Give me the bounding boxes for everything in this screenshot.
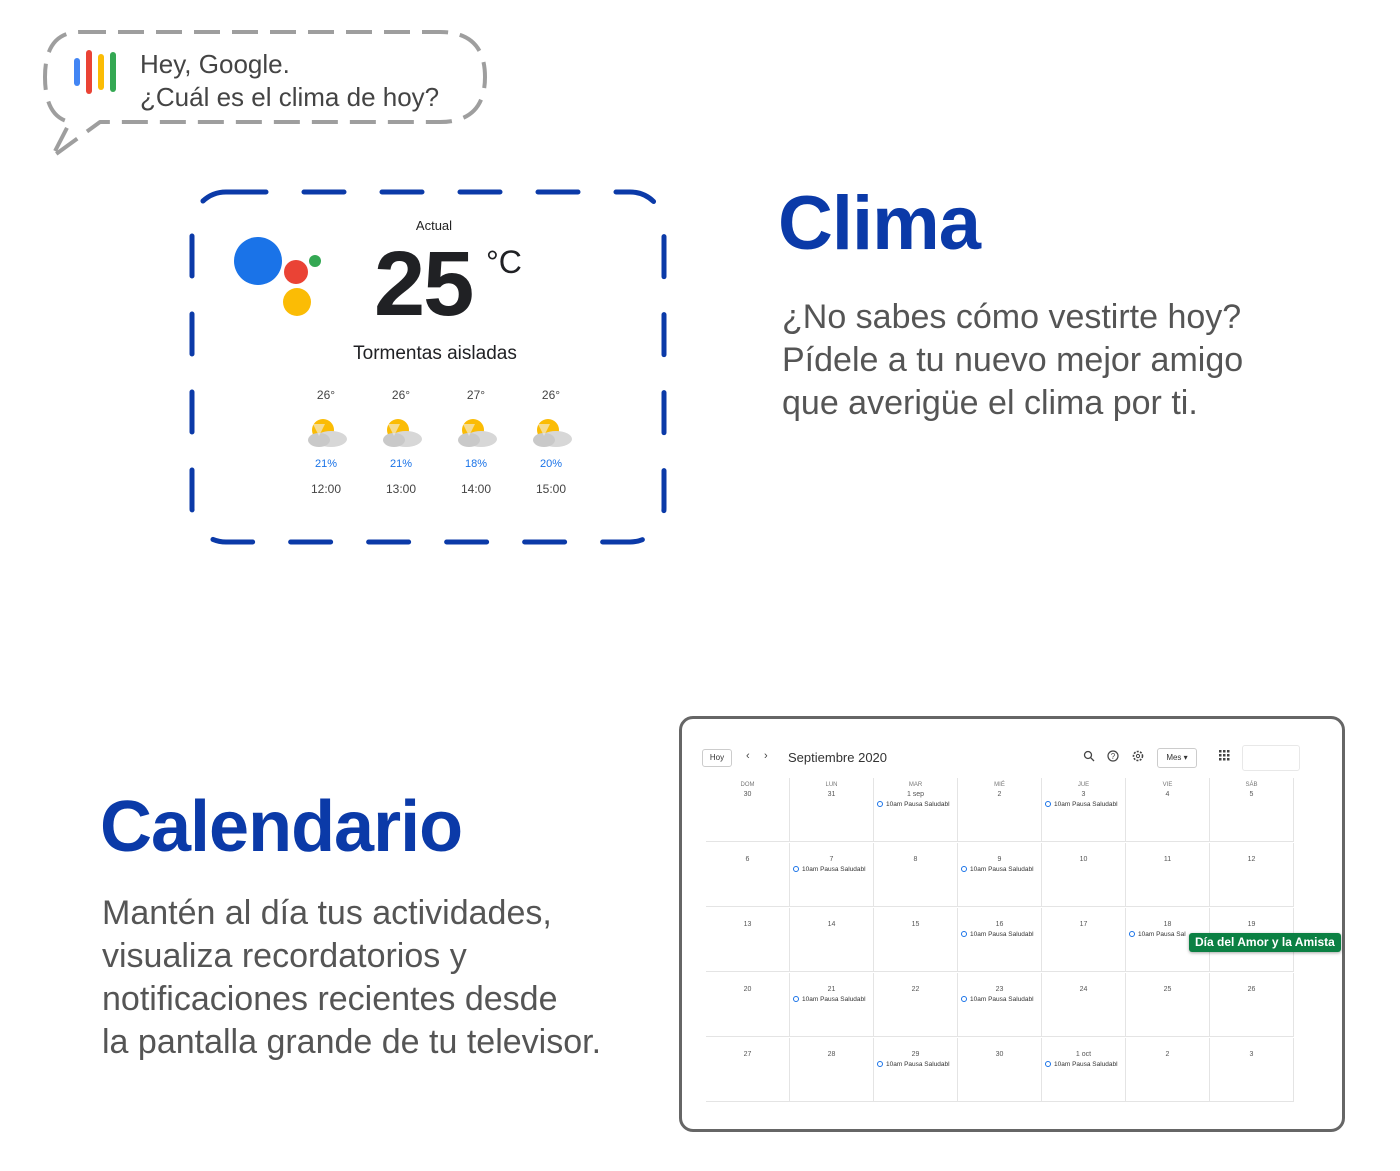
search-icon[interactable] — [1082, 750, 1096, 764]
calendar-day-cell[interactable] — [790, 908, 874, 972]
partly-cloudy-icon — [303, 416, 349, 450]
next-month-button[interactable]: › — [764, 750, 768, 762]
calendar-event[interactable]: 10am Pausa Saludabl — [790, 866, 873, 873]
prev-month-button[interactable]: ‹ — [746, 750, 750, 762]
day-number: 16 — [995, 921, 1004, 928]
svg-text:?: ? — [1110, 752, 1116, 761]
calendar-event[interactable]: 10am Pausa Saludabl — [958, 996, 1041, 1003]
calendar-day-cell[interactable] — [1042, 843, 1126, 907]
forecast-hour — [521, 388, 581, 496]
day-number: 28 — [827, 1051, 836, 1058]
calendar-day-cell[interactable] — [958, 973, 1042, 1037]
day-number: 8 — [913, 856, 918, 863]
day-number: 13 — [743, 921, 752, 928]
calendar-day-cell[interactable] — [958, 778, 1042, 842]
weather-condition: Tormentas aisladas — [353, 343, 517, 364]
voice-query — [140, 48, 439, 114]
calendar-day-cell[interactable] — [706, 843, 790, 907]
microphone-bars-icon — [74, 50, 124, 100]
calendario-text-line: visualiza recordatorios y — [102, 937, 467, 975]
calendar-month-title: Septiembre 2020 — [788, 750, 888, 765]
calendar-event[interactable]: 10am Pausa Saludabl — [1042, 801, 1125, 808]
day-number: 9 — [997, 856, 1002, 863]
calendar-day-cell[interactable] — [1210, 843, 1294, 907]
forecast-temp: 26° — [391, 388, 411, 402]
calendar-event[interactable]: 10am Pausa Sal — [1126, 931, 1209, 938]
calendar-day-cell[interactable] — [874, 1038, 958, 1102]
day-number: 12 — [1247, 856, 1256, 863]
forecast-precip: 21% — [389, 458, 413, 470]
calendario-text-line: notificaciones recientes desde — [102, 980, 558, 1018]
day-number: 5 — [1249, 791, 1254, 798]
day-number: 2 — [997, 791, 1002, 798]
partly-cloudy-icon — [378, 416, 424, 450]
calendario-text-line: Mantén al día tus actividades, — [102, 894, 552, 932]
view-selector[interactable]: Mes ▾ — [1157, 748, 1197, 768]
calendar-event[interactable]: 10am Pausa Saludabl — [1042, 1061, 1125, 1068]
day-number: 7 — [829, 856, 834, 863]
clima-title: Clima — [778, 181, 980, 266]
day-number: 20 — [743, 986, 752, 993]
calendar-day-cell[interactable] — [706, 778, 790, 842]
hourly-forecast — [296, 388, 596, 508]
day-number: 27 — [743, 1051, 752, 1058]
day-number: 1 oct — [1075, 1051, 1092, 1058]
forecast-time: 12:00 — [310, 482, 342, 496]
day-number: 22 — [911, 986, 920, 993]
clima-text-line: que averigüe el clima por ti. — [782, 384, 1198, 422]
forecast-hour — [296, 388, 356, 496]
calendar-day-cell[interactable] — [1042, 1038, 1126, 1102]
calendar-day-cell[interactable] — [1210, 778, 1294, 842]
clima-description — [782, 296, 1342, 425]
day-number: 4 — [1165, 791, 1170, 798]
day-number: 29 — [911, 1051, 920, 1058]
day-name: LUN — [825, 782, 838, 788]
day-name: MAR — [908, 782, 923, 788]
calendar-day-cell[interactable] — [790, 973, 874, 1037]
forecast-hour — [446, 388, 506, 496]
help-icon[interactable] — [1106, 750, 1120, 764]
forecast-temp: 26° — [541, 388, 561, 402]
forecast-precip: 21% — [314, 458, 338, 470]
calendar-day-cell[interactable] — [1126, 1038, 1210, 1102]
day-number: 21 — [827, 986, 836, 993]
day-number: 17 — [1079, 921, 1088, 928]
calendario-text-line: la pantalla grande de tu televisor. — [102, 1023, 602, 1061]
google-assistant-icon — [230, 234, 326, 322]
day-name: DOM — [740, 782, 755, 788]
day-number: 1 sep — [906, 791, 925, 798]
forecast-time: 13:00 — [385, 482, 417, 496]
day-number: 10 — [1079, 856, 1088, 863]
day-number: 19 — [1247, 921, 1256, 928]
calendar-day-cell[interactable] — [706, 908, 790, 972]
clima-text-line: ¿No sabes cómo vestirte hoy? — [782, 298, 1242, 336]
event-banner[interactable]: Día del Amor y la Amista — [1189, 933, 1341, 952]
calendar-day-cell[interactable] — [1126, 973, 1210, 1037]
calendar-event[interactable]: 10am Pausa Saludabl — [874, 801, 957, 808]
day-name: SÁB — [1245, 782, 1258, 788]
day-number: 24 — [1079, 986, 1088, 993]
calendar-day-cell[interactable] — [1126, 778, 1210, 842]
calendar-day-cell[interactable] — [874, 778, 958, 842]
calendar-search-box[interactable] — [1242, 745, 1300, 771]
clima-text-line: Pídele a tu nuevo mejor amigo — [782, 341, 1244, 379]
day-number: 30 — [995, 1051, 1004, 1058]
calendar-day-cell[interactable] — [706, 973, 790, 1037]
day-number: 15 — [911, 921, 920, 928]
calendar-event[interactable]: 10am Pausa Saludabl — [958, 866, 1041, 873]
forecast-precip: 20% — [539, 458, 563, 470]
calendario-title: Calendario — [100, 787, 463, 867]
day-number: 26 — [1247, 986, 1256, 993]
calendar-day-cell[interactable] — [1042, 908, 1126, 972]
calendar-event[interactable]: 10am Pausa Saludabl — [790, 996, 873, 1003]
weather-unit: °C — [486, 244, 522, 280]
calendar-day-cell[interactable] — [1210, 1038, 1294, 1102]
weather-current-label: Actual — [415, 218, 453, 233]
calendario-description — [102, 892, 662, 1064]
forecast-time: 14:00 — [460, 482, 492, 496]
partly-cloudy-icon — [528, 416, 574, 450]
apps-grid-icon[interactable] — [1217, 750, 1231, 764]
day-number: 23 — [995, 986, 1004, 993]
calendar-day-cell[interactable] — [874, 843, 958, 907]
calendar-day-cell[interactable] — [958, 843, 1042, 907]
day-number: 18 — [1163, 921, 1172, 928]
day-name: MIÉ — [994, 782, 1005, 788]
partly-cloudy-icon — [453, 416, 499, 450]
forecast-temp: 26° — [316, 388, 336, 402]
day-number: 11 — [1163, 856, 1172, 863]
day-number: 2 — [1165, 1051, 1170, 1058]
calendar-event[interactable]: 10am Pausa Saludabl — [958, 931, 1041, 938]
calendar-day-cell[interactable] — [790, 843, 874, 907]
voice-query-line-2: ¿Cuál es el clima de hoy? — [140, 82, 440, 112]
calendar-day-cell[interactable] — [706, 1038, 790, 1102]
calendar-day-cell[interactable] — [1210, 973, 1294, 1037]
calendar-day-cell[interactable] — [1042, 973, 1126, 1037]
forecast-precip: 18% — [464, 458, 488, 470]
day-name: JUE — [1077, 782, 1090, 788]
voice-query-line-1: Hey, Google. — [140, 49, 290, 79]
calendar-day-cell[interactable] — [958, 1038, 1042, 1102]
day-number: 6 — [745, 856, 750, 863]
weather-temperature: 25 — [374, 233, 473, 335]
forecast-temp: 27° — [466, 388, 486, 402]
calendar-event[interactable]: 10am Pausa Saludabl — [874, 1061, 957, 1068]
forecast-time: 15:00 — [535, 482, 567, 496]
calendar-day-cell[interactable] — [790, 778, 874, 842]
calendar-day-cell[interactable] — [958, 908, 1042, 972]
day-number: 31 — [827, 791, 836, 798]
forecast-hour — [371, 388, 431, 496]
calendar-day-cell[interactable] — [790, 1038, 874, 1102]
calendar-day-cell[interactable] — [874, 908, 958, 972]
day-number: 3 — [1249, 1051, 1254, 1058]
settings-icon[interactable] — [1131, 750, 1145, 764]
day-number: 14 — [827, 921, 836, 928]
today-button[interactable]: Hoy — [702, 749, 732, 767]
calendar-day-cell[interactable] — [1042, 778, 1126, 842]
calendar-day-cell[interactable] — [874, 973, 958, 1037]
calendar-day-cell[interactable] — [1126, 843, 1210, 907]
day-number: 25 — [1163, 986, 1172, 993]
day-number: 30 — [743, 791, 752, 798]
day-number: 3 — [1081, 791, 1086, 798]
day-name: VIE — [1162, 782, 1173, 788]
